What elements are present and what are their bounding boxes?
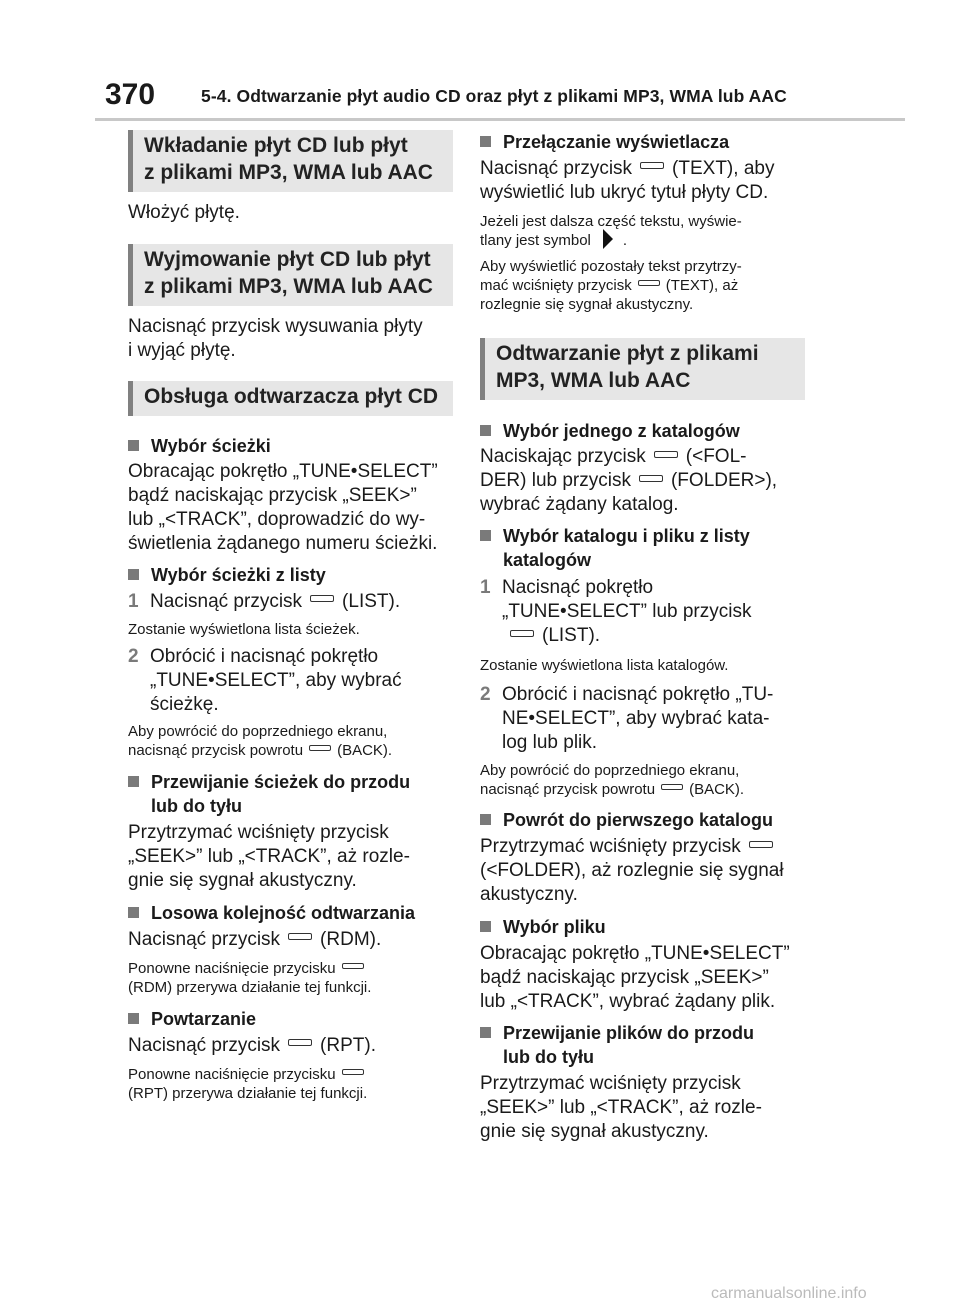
subheading-first-folder: Powrót do pierwszego katalogu (480, 808, 805, 832)
step-number: 2 (480, 684, 491, 706)
fast-forward-text: Przytrzymać wciśnięty przycisk „SEEK>” lub „<TRACK”, aż rozle- gnie się sygnał akustyczny. (128, 822, 410, 891)
folder-next-button-icon (639, 475, 663, 482)
display-text: Nacisnąć przycisk (TEXT), aby wyświetlić lub ukryć tytuł płyty CD. (480, 158, 775, 203)
repeat-text: Nacisnąć przycisk (RPT). (128, 1035, 376, 1056)
subheading-folder: Wybór jednego z katalogów (480, 419, 805, 443)
first-folder-text: Przytrzymać wciśnięty przycisk (<FOLDER), aż rozlegnie się sygnał akustyczny. (480, 836, 784, 906)
step-number: 2 (128, 646, 139, 667)
page-header (95, 78, 905, 121)
folder-text: Naciskając przycisk (<FOL- DER) lub przycisk (FOLDER>), wybrać żądany katalog. (480, 446, 778, 516)
folder-prev-button-icon (749, 841, 773, 848)
subheading-file-fast-forward: Przewijanie plików do przodu lub do tyłu (480, 1021, 805, 1069)
eject-text: Nacisnąć przycisk wysuwania płyty i wyjąć płytę. (128, 316, 423, 361)
section-heading-cd-player: Obsługa odtwarzacza płyt CD (128, 381, 453, 416)
folder-list-note: Zostanie wyświetlona lista katalogów. (480, 657, 729, 675)
subheading-random: Losowa kolejność odtwarzania (128, 901, 453, 925)
back-button-icon (309, 745, 331, 751)
folder-prev-button-icon (654, 451, 678, 458)
subheading-fast-forward: Przewijanie ścieżek do przodu lub do tyłu (128, 770, 453, 818)
rdm-button-icon (342, 963, 364, 969)
section-heading-mp3: Odtwarzanie płyt z plikami MP3, WMA lub AAC (480, 338, 805, 400)
list-note: Zostanie wyświetlona lista ścieżek. (128, 621, 360, 638)
text-button-icon (638, 280, 660, 286)
section-heading-insert: Wkładanie płyt CD lub płyt z plikami MP3, WMA lub AAC (128, 130, 453, 192)
rdm-button-icon (288, 933, 312, 940)
step-number: 1 (128, 591, 139, 612)
subheading-repeat: Powtarzanie (128, 1007, 453, 1031)
folder-list-step-2: 2 Obrócić i nacisnąć pokrętło „TU- NE•SELECT”, aby wybrać kata- log lub plik. (480, 684, 774, 754)
subheading-track-list: Wybór ścieżki z listy (128, 563, 453, 587)
more-text-arrow-icon (603, 229, 613, 249)
list-button-icon (310, 595, 334, 602)
page-number: 370 (105, 78, 156, 111)
section-heading-eject: Wyjmowanie płyt CD lub płyt z plikami MP3, WMA lub AAC (128, 244, 453, 306)
list-step-1: 1 Nacisnąć przycisk (LIST). (128, 591, 401, 612)
display-note-2: Aby wyświetlić pozostały tekst przytrzy- mać wciśnięty przycisk (TEXT), aż rozlegnie się sygnał akustyczny. (480, 258, 742, 314)
insert-text: Włożyć płytę. (128, 202, 240, 223)
watermark: carmanualsonline.info (711, 1285, 867, 1302)
left-column (128, 130, 453, 1103)
back-note: Aby powrócić do poprzedniego ekranu, nacisnąć przycisk powrotu (BACK). (480, 762, 745, 799)
rpt-button-icon (288, 1039, 312, 1046)
step-number: 1 (480, 577, 491, 599)
random-note: Ponowne naciśnięcie przycisku (RDM) przerywa działanie tej funkcji. (128, 960, 372, 996)
display-note-1: Jeżeli jest dalsza część tekstu, wyświe- tlany jest symbol . (480, 213, 742, 249)
file-fast-forward-text: Przytrzymać wciśnięty przycisk „SEEK>” lub „<TRACK”, aż rozle- gnie się sygnał akustyczny. (480, 1073, 762, 1143)
text-button-icon (640, 162, 664, 169)
random-text: Nacisnąć przycisk (RDM). (128, 929, 382, 950)
back-note: Aby powrócić do poprzedniego ekranu, nacisnąć przycisk powrotu (BACK). (128, 723, 393, 759)
list-button-icon (510, 630, 534, 637)
subheading-display: Przełączanie wyświetlacza (480, 130, 805, 154)
subheading-track: Wybór ścieżki (128, 434, 453, 458)
file-text: Obracając pokrętło „TUNE•SELECT” bądź naciskając przycisk „SEEK>” lub „<TRACK”, wybrać żądany plik. (480, 943, 790, 1013)
list-step-2: 2 Obrócić i nacisnąć pokrętło „TUNE•SELECT”, aby wybrać ścieżkę. (128, 646, 402, 715)
rpt-button-icon (342, 1069, 364, 1075)
page-title: 5-4. Odtwarzanie płyt audio CD oraz płyt z plikami MP3, WMA lub AAC (201, 86, 787, 106)
subheading-file: Wybór pliku (480, 915, 805, 939)
subheading-folder-list: Wybór katalogu i pliku z listy katalogów (480, 524, 805, 572)
right-column (480, 130, 805, 1144)
folder-list-step-1: 1 Nacisnąć pokrętło „TUNE•SELECT” lub przycisk (LIST). (480, 577, 752, 647)
back-button-icon (661, 784, 683, 790)
track-text: Obracając pokrętło „TUNE•SELECT” bądź naciskając przycisk „SEEK>” lub „<TRACK”, doprowadzić do wy- świetlenia żądanego numeru ścieżki. (128, 461, 438, 554)
repeat-note: Ponowne naciśnięcie przycisku (RPT) przerywa działanie tej funkcji. (128, 1066, 368, 1102)
